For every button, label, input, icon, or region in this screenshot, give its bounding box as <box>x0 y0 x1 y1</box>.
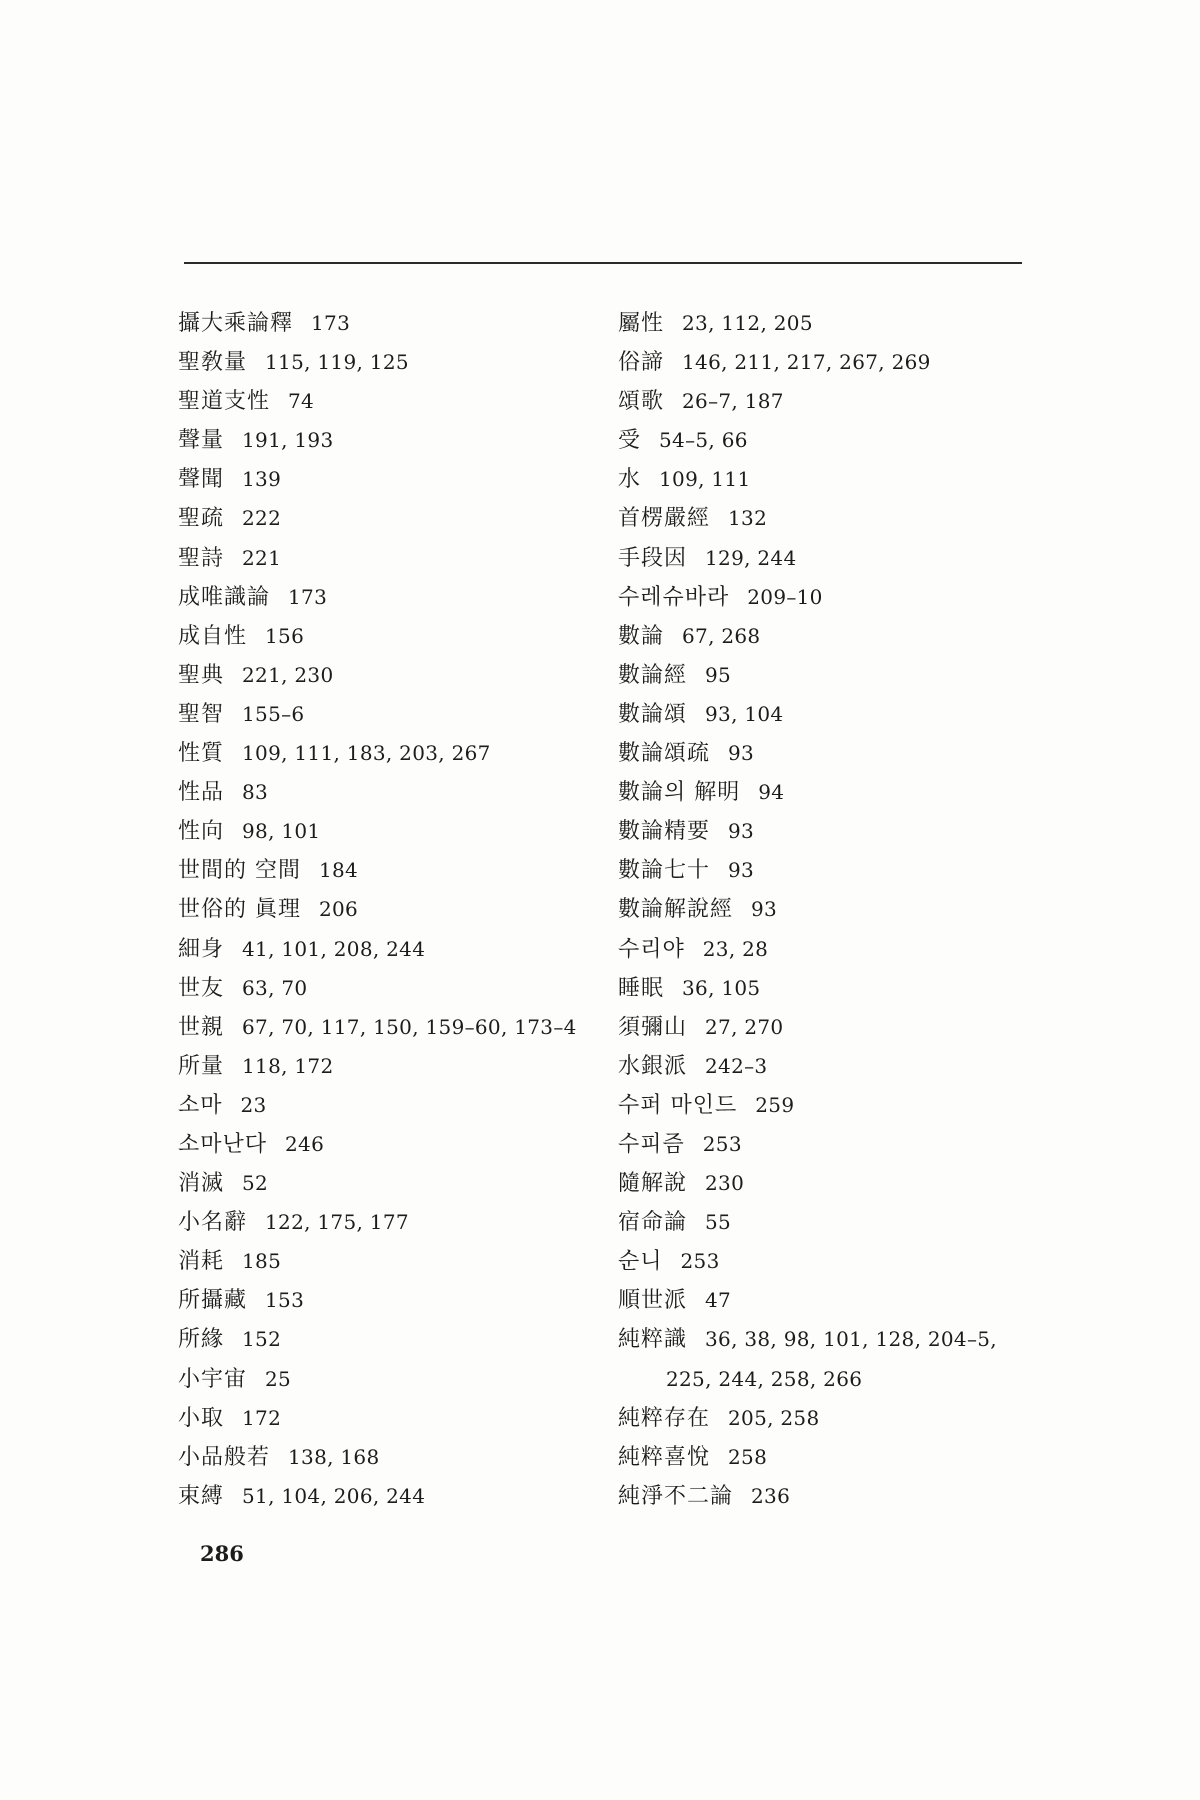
index-page-refs: 122, 175, 177 <box>265 1210 409 1235</box>
index-page-refs: 259 <box>755 1092 795 1117</box>
index-page-refs: 146, 211, 217, 267, 269 <box>682 350 931 375</box>
index-entry <box>178 1086 618 1125</box>
index-entry-continuation <box>618 1360 1048 1399</box>
index-term: 聖智 <box>178 701 225 727</box>
index-page-refs: 23, 112, 205 <box>682 311 813 335</box>
index-page-refs: 242–3 <box>705 1053 768 1078</box>
index-entry <box>618 1164 1048 1203</box>
index-entry <box>618 969 1048 1008</box>
index-entry <box>178 930 618 969</box>
index-entry <box>618 1008 1048 1047</box>
index-term: 수레슈바라 <box>618 584 730 610</box>
index-entry <box>178 1477 618 1516</box>
index-page-refs: 139 <box>242 467 282 492</box>
index-term: 수퍼 마인드 <box>618 1092 738 1118</box>
index-page-refs: 109, 111 <box>659 467 751 492</box>
index-page-refs: 94 <box>758 780 785 805</box>
index-page-refs: 93 <box>751 897 778 922</box>
index-entry <box>618 1203 1048 1242</box>
index-page-refs: 152 <box>242 1327 282 1352</box>
index-page-refs: 138, 168 <box>288 1444 380 1469</box>
index-term: 隨解說 <box>618 1171 688 1197</box>
index-column-right <box>618 304 1048 1516</box>
index-term: 睡眠 <box>618 975 665 1001</box>
index-term: 소마난다 <box>178 1131 268 1157</box>
index-entry <box>178 734 618 773</box>
index-entry <box>178 851 618 890</box>
index-page-refs: 173 <box>311 311 351 335</box>
index-page-refs: 253 <box>702 1131 742 1156</box>
index-term: 純淨不二論 <box>618 1483 734 1509</box>
index-entry <box>178 1320 618 1359</box>
index-page-refs: 23, 28 <box>702 936 769 961</box>
index-term: 細身 <box>178 936 225 962</box>
index-page-refs: 155–6 <box>242 701 305 726</box>
index-term: 世間的 空間 <box>178 858 301 884</box>
index-page-refs: 54–5, 66 <box>659 428 748 453</box>
index-page-refs: 26–7, 187 <box>682 389 784 414</box>
index-entry <box>618 656 1048 695</box>
index-entry <box>618 382 1048 421</box>
index-term: 所攝藏 <box>178 1288 248 1314</box>
index-page-refs: 184 <box>319 858 359 883</box>
index-page-refs: 185 <box>242 1249 282 1274</box>
index-entry <box>618 617 1048 656</box>
index-entry <box>178 656 618 695</box>
index-entry <box>618 1047 1048 1086</box>
index-term: 聲聞 <box>178 467 225 493</box>
index-entry <box>178 1360 618 1399</box>
index-entry <box>618 1438 1048 1477</box>
index-entry <box>618 421 1048 460</box>
index-entry <box>178 343 618 382</box>
index-term: 聲量 <box>178 428 225 454</box>
index-page-refs: 253 <box>680 1249 720 1274</box>
index-entry <box>618 890 1048 929</box>
index-page-refs: 206 <box>319 897 359 922</box>
index-page-refs: 36, 105 <box>682 975 761 1000</box>
index-entry <box>618 851 1048 890</box>
index-term: 性品 <box>178 780 225 806</box>
index-entry <box>618 578 1048 617</box>
index-term: 頌歌 <box>618 389 665 415</box>
index-entry <box>618 1477 1048 1516</box>
index-entry <box>618 499 1048 538</box>
index-page-refs: 41, 101, 208, 244 <box>242 936 426 961</box>
index-entry <box>178 773 618 812</box>
index-page-refs: 63, 70 <box>242 975 308 1000</box>
index-page-refs: 95 <box>705 662 732 687</box>
index-entry <box>618 1242 1048 1281</box>
index-term: 消耗 <box>178 1249 225 1275</box>
index-page-refs: 93 <box>728 741 755 766</box>
index-term: 世俗的 眞理 <box>178 897 301 923</box>
index-term: 消滅 <box>178 1171 225 1197</box>
index-term: 屬性 <box>618 311 665 336</box>
index-term: 數論解說經 <box>618 897 734 923</box>
index-page-refs: 209–10 <box>747 584 823 609</box>
index-term: 聖詩 <box>178 545 225 571</box>
index-page-refs: 156 <box>265 623 305 648</box>
index-term: 小取 <box>178 1405 225 1431</box>
index-page-refs: 25 <box>265 1366 292 1391</box>
index-entry <box>178 1047 618 1086</box>
index-term: 受 <box>618 428 642 454</box>
index-term: 成唯識論 <box>178 584 271 610</box>
index-entry <box>178 617 618 656</box>
index-page-refs: 83 <box>242 780 269 805</box>
index-entry <box>178 1203 618 1242</box>
index-page-refs: 47 <box>705 1288 732 1313</box>
index-entry <box>178 1242 618 1281</box>
index-entry <box>178 969 618 1008</box>
index-entry <box>178 1399 618 1438</box>
index-term: 수리야 <box>618 936 685 962</box>
index-page-refs: 172 <box>242 1405 282 1430</box>
index-entry <box>618 1320 1048 1359</box>
index-entry <box>178 1281 618 1320</box>
index-term: 數論七十 <box>618 858 711 884</box>
index-page-refs: 236 <box>751 1483 791 1508</box>
index-page-refs: 153 <box>265 1288 305 1313</box>
index-term: 小品般若 <box>178 1444 271 1470</box>
index-term: 性質 <box>178 741 225 767</box>
index-term: 소마 <box>178 1092 223 1118</box>
index-term: 所量 <box>178 1053 225 1079</box>
index-entry <box>618 343 1048 382</box>
index-term: 束縛 <box>178 1483 225 1509</box>
index-entry <box>618 930 1048 969</box>
index-entry <box>178 1125 618 1164</box>
index-page-refs: 221, 230 <box>242 662 334 687</box>
index-term: 世友 <box>178 975 225 1001</box>
index-page-refs: 222 <box>242 506 282 531</box>
index-term: 世親 <box>178 1014 225 1040</box>
index-entry <box>178 812 618 851</box>
index-page-refs: 115, 119, 125 <box>265 350 409 375</box>
index-entry <box>178 499 618 538</box>
index-term: 數論頌疏 <box>618 741 711 767</box>
index-term: 俗諦 <box>618 350 665 376</box>
index-page-refs: 221 <box>242 545 282 570</box>
index-entry <box>618 1399 1048 1438</box>
index-page-refs: 109, 111, 183, 203, 267 <box>242 741 491 766</box>
index-term: 純粹識 <box>618 1327 688 1353</box>
index-entry <box>618 812 1048 851</box>
index-term: 水 <box>618 467 642 493</box>
index-term: 數論의 解明 <box>618 780 741 806</box>
index-term: 聖道支性 <box>178 389 271 415</box>
index-page-refs: 55 <box>705 1210 732 1235</box>
index-entry <box>618 695 1048 734</box>
index-term: 聖典 <box>178 662 225 688</box>
index-term: 小名辭 <box>178 1210 248 1236</box>
index-page-refs: 173 <box>288 584 328 609</box>
index-term: 所緣 <box>178 1327 225 1353</box>
index-entry <box>178 578 618 617</box>
index-term: 聖敎量 <box>178 350 248 376</box>
index-page-refs: 51, 104, 206, 244 <box>242 1483 426 1508</box>
index-entry <box>618 304 1048 343</box>
index-term: 宿命論 <box>618 1210 688 1236</box>
index-page-refs: 258 <box>728 1444 768 1469</box>
index-term: 수피즘 <box>618 1131 685 1157</box>
index-page-refs: 67, 268 <box>682 623 761 648</box>
index-page-refs: 129, 244 <box>705 545 797 570</box>
index-entry <box>178 382 618 421</box>
index-term: 成自性 <box>178 623 248 649</box>
index-page-refs: 205, 258 <box>728 1405 820 1430</box>
index-entry <box>178 1164 618 1203</box>
index-page-refs: 132 <box>728 506 768 531</box>
index-page-refs: 93, 104 <box>705 701 784 726</box>
index-term: 性向 <box>178 819 225 845</box>
header-rule <box>184 262 1022 264</box>
index-term: 順世派 <box>618 1288 688 1314</box>
index-page-refs: 67, 70, 117, 150, 159–60, 173–4 <box>242 1014 577 1039</box>
index-entry <box>618 1086 1048 1125</box>
page-number: 286 <box>200 1541 244 1566</box>
index-entry <box>618 773 1048 812</box>
index-entry <box>178 890 618 929</box>
index-term: 數論頌 <box>618 701 688 727</box>
index-page-refs: 23 <box>240 1092 267 1117</box>
index-term: 純粹存在 <box>618 1405 711 1431</box>
index-entry <box>178 695 618 734</box>
index-entry <box>178 304 618 343</box>
index-entry <box>618 460 1048 499</box>
index-column-left <box>178 304 618 1516</box>
index-page-refs: 225, 244, 258, 266 <box>666 1366 863 1391</box>
index-term: 數論精要 <box>618 819 711 845</box>
index-page-refs: 246 <box>285 1131 325 1156</box>
index-page-refs: 93 <box>728 819 755 844</box>
index-entry <box>618 734 1048 773</box>
index-entry <box>178 1438 618 1477</box>
index-term: 小宇宙 <box>178 1366 248 1392</box>
index-entry <box>618 1281 1048 1320</box>
index-term: 純粹喜悅 <box>618 1444 711 1470</box>
index-term: 순니 <box>618 1249 663 1275</box>
index-term: 首楞嚴經 <box>618 506 711 532</box>
index-entry <box>178 1008 618 1047</box>
index-term: 聖疏 <box>178 506 225 532</box>
index-page-refs: 98, 101 <box>242 819 321 844</box>
index-entry <box>178 460 618 499</box>
index-term: 水銀派 <box>618 1053 688 1079</box>
index-entry <box>618 539 1048 578</box>
index-term: 數論經 <box>618 662 688 688</box>
index-entry <box>178 421 618 460</box>
index-term: 攝大乘論釋 <box>178 311 294 336</box>
index-page-refs: 74 <box>288 389 315 414</box>
index-page-refs: 27, 270 <box>705 1014 784 1039</box>
index-term: 手段因 <box>618 545 688 571</box>
index-page-refs: 118, 172 <box>242 1053 334 1078</box>
index-term: 須彌山 <box>618 1014 688 1040</box>
index-entry <box>618 1125 1048 1164</box>
index-page-refs: 191, 193 <box>242 428 334 453</box>
index-page-refs: 36, 38, 98, 101, 128, 204–5, <box>705 1327 997 1352</box>
index-page-refs: 52 <box>242 1171 269 1196</box>
index-term: 數論 <box>618 623 665 649</box>
index-page-refs: 230 <box>705 1171 745 1196</box>
index-page-refs: 93 <box>728 858 755 883</box>
index-entry <box>178 539 618 578</box>
